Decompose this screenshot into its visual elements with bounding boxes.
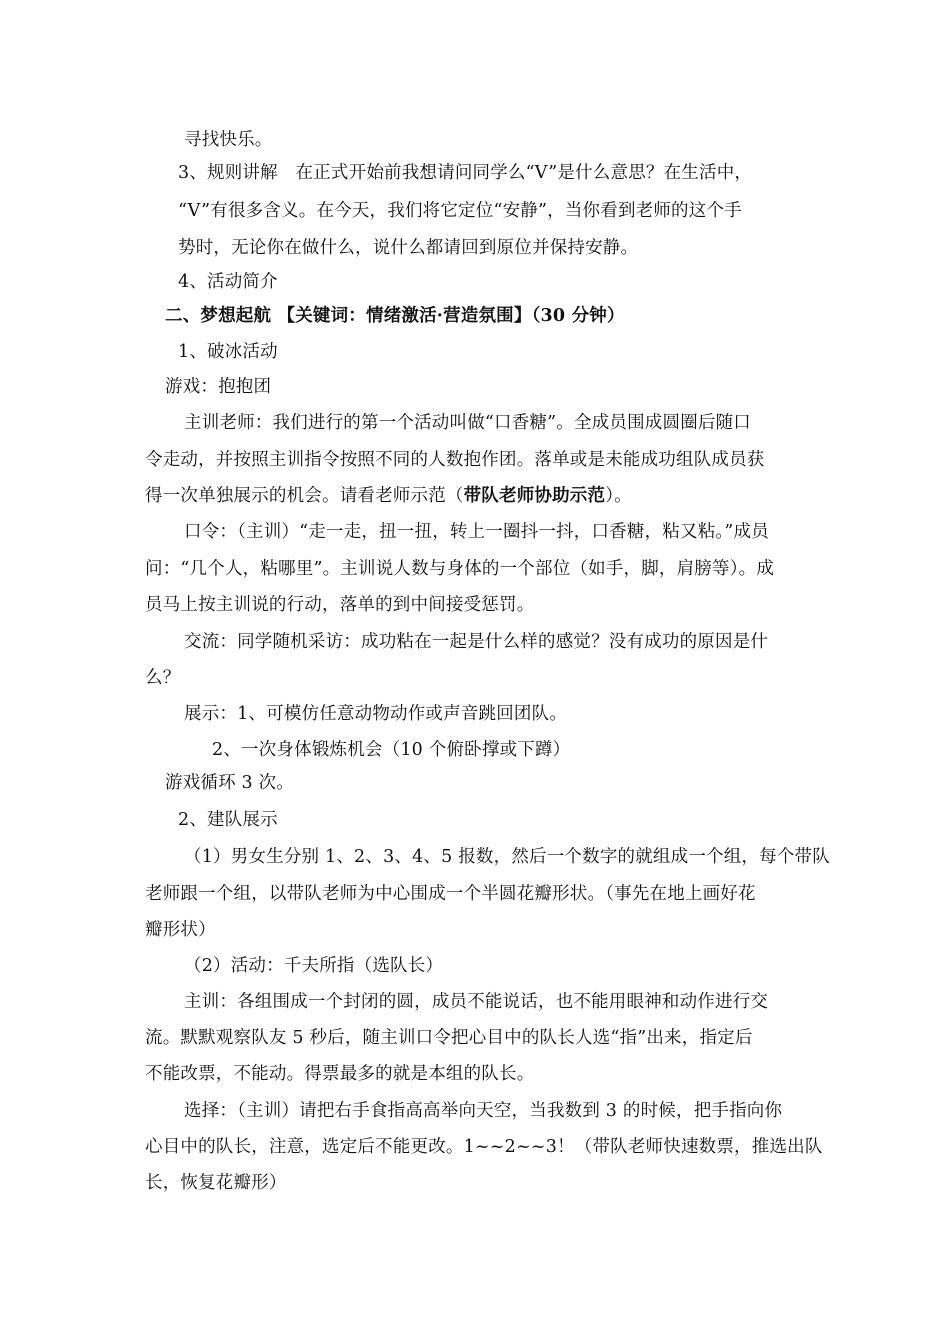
paragraph-line bbox=[145, 484, 632, 508]
paragraph-line: 员马上按主训说的行动，落单的到中间接受惩罚。 bbox=[145, 595, 535, 615]
paragraph-line: 老师跟一个组，以带队老师为中心围成一个半圆花瓣形状。（事先在地上画好花 bbox=[145, 884, 756, 904]
paragraph-line: 主训：各组围成一个封闭的圆，成员不能说话，也不能用眼神和动作进行交 bbox=[184, 992, 769, 1012]
section-heading: 二、梦想起航 【关键词：情绪激活·营造氛围】（30 分钟） bbox=[165, 306, 625, 326]
paragraph-line: 不能改票，不能动。得票最多的就是本组的队长。 bbox=[145, 1064, 535, 1084]
paragraph-line: 长，恢复花瓣形） bbox=[145, 1173, 287, 1193]
paragraph-line: 寻找快乐。 bbox=[184, 130, 273, 150]
paragraph-line: 游戏：抱抱团 bbox=[165, 377, 272, 397]
paragraph-line: 问：“几个人，粘哪里”。主训说人数与身体的一个部位（如手，脚，肩膀等）。成 bbox=[145, 559, 775, 579]
paragraph-line: 主训老师：我们进行的第一个活动叫做“口香糖”。全成员围成圆圈后随口 bbox=[184, 413, 751, 433]
paragraph-line: 3、规则讲解 在正式开始前我想请问同学么“V”是什么意思？在生活中， bbox=[178, 163, 753, 183]
line-text: ）。 bbox=[605, 486, 632, 506]
bold-emphasis: 带队老师协助示范 bbox=[463, 486, 606, 506]
paragraph-line: 4、活动简介 bbox=[178, 272, 278, 292]
paragraph-line: 选择：（主训）请把右手食指高高举向天空，当我数到 3 的时候，把手指向你 bbox=[184, 1101, 783, 1121]
paragraph-line: 令走动，并按照主训指令按照不同的人数抱作团。落单或是未能成功组队成员获 bbox=[145, 450, 765, 470]
paragraph-line: 2、一次身体锻炼机会（10 个俯卧撑或下蹲） bbox=[212, 740, 571, 760]
paragraph-line: 瓣形状） bbox=[145, 920, 216, 940]
paragraph-line: 1、破冰活动 bbox=[178, 342, 278, 362]
paragraph-line: 展示：1、可模仿任意动物动作或声音跳回团队。 bbox=[184, 704, 568, 724]
paragraph-line: 么？ bbox=[145, 668, 181, 688]
paragraph-line: 游戏循环 3 次。 bbox=[165, 773, 295, 793]
paragraph-line: “V”有很多含义。在今天，我们将它定位“安静”，当你看到老师的这个手 bbox=[178, 201, 742, 221]
paragraph-line: 口令：（主训）“走一走，扭一扭，转上一圈抖一抖，口香糖，粘又粘。”成员 bbox=[184, 522, 769, 542]
paragraph-line: 流。默默观察队友 5 秒后，随主训口令把心目中的队长人选“指”出来，指定后 bbox=[145, 1028, 753, 1048]
paragraph-line: 心目中的队长，注意，选定后不能更改。1~~2~~3！（带队老师快速数票，推选出队 bbox=[145, 1137, 823, 1157]
line-text: 得一次单独展示的机会。请看老师示范（ bbox=[145, 486, 464, 506]
paragraph-line: 势时，无论你在做什么，说什么都请回到原位并保持安静。 bbox=[178, 238, 639, 258]
paragraph-line: （2）活动：千夫所指（选队长） bbox=[184, 956, 444, 976]
paragraph-line: （1）男女生分别 1、2、3、4、5 报数，然后一个数字的就组成一个组，每个带队 bbox=[184, 847, 830, 867]
paragraph-line: 2、建队展示 bbox=[178, 810, 278, 830]
paragraph-line: 交流：同学随机采访：成功粘在一起是什么样的感觉？没有成功的原因是什 bbox=[184, 632, 769, 652]
